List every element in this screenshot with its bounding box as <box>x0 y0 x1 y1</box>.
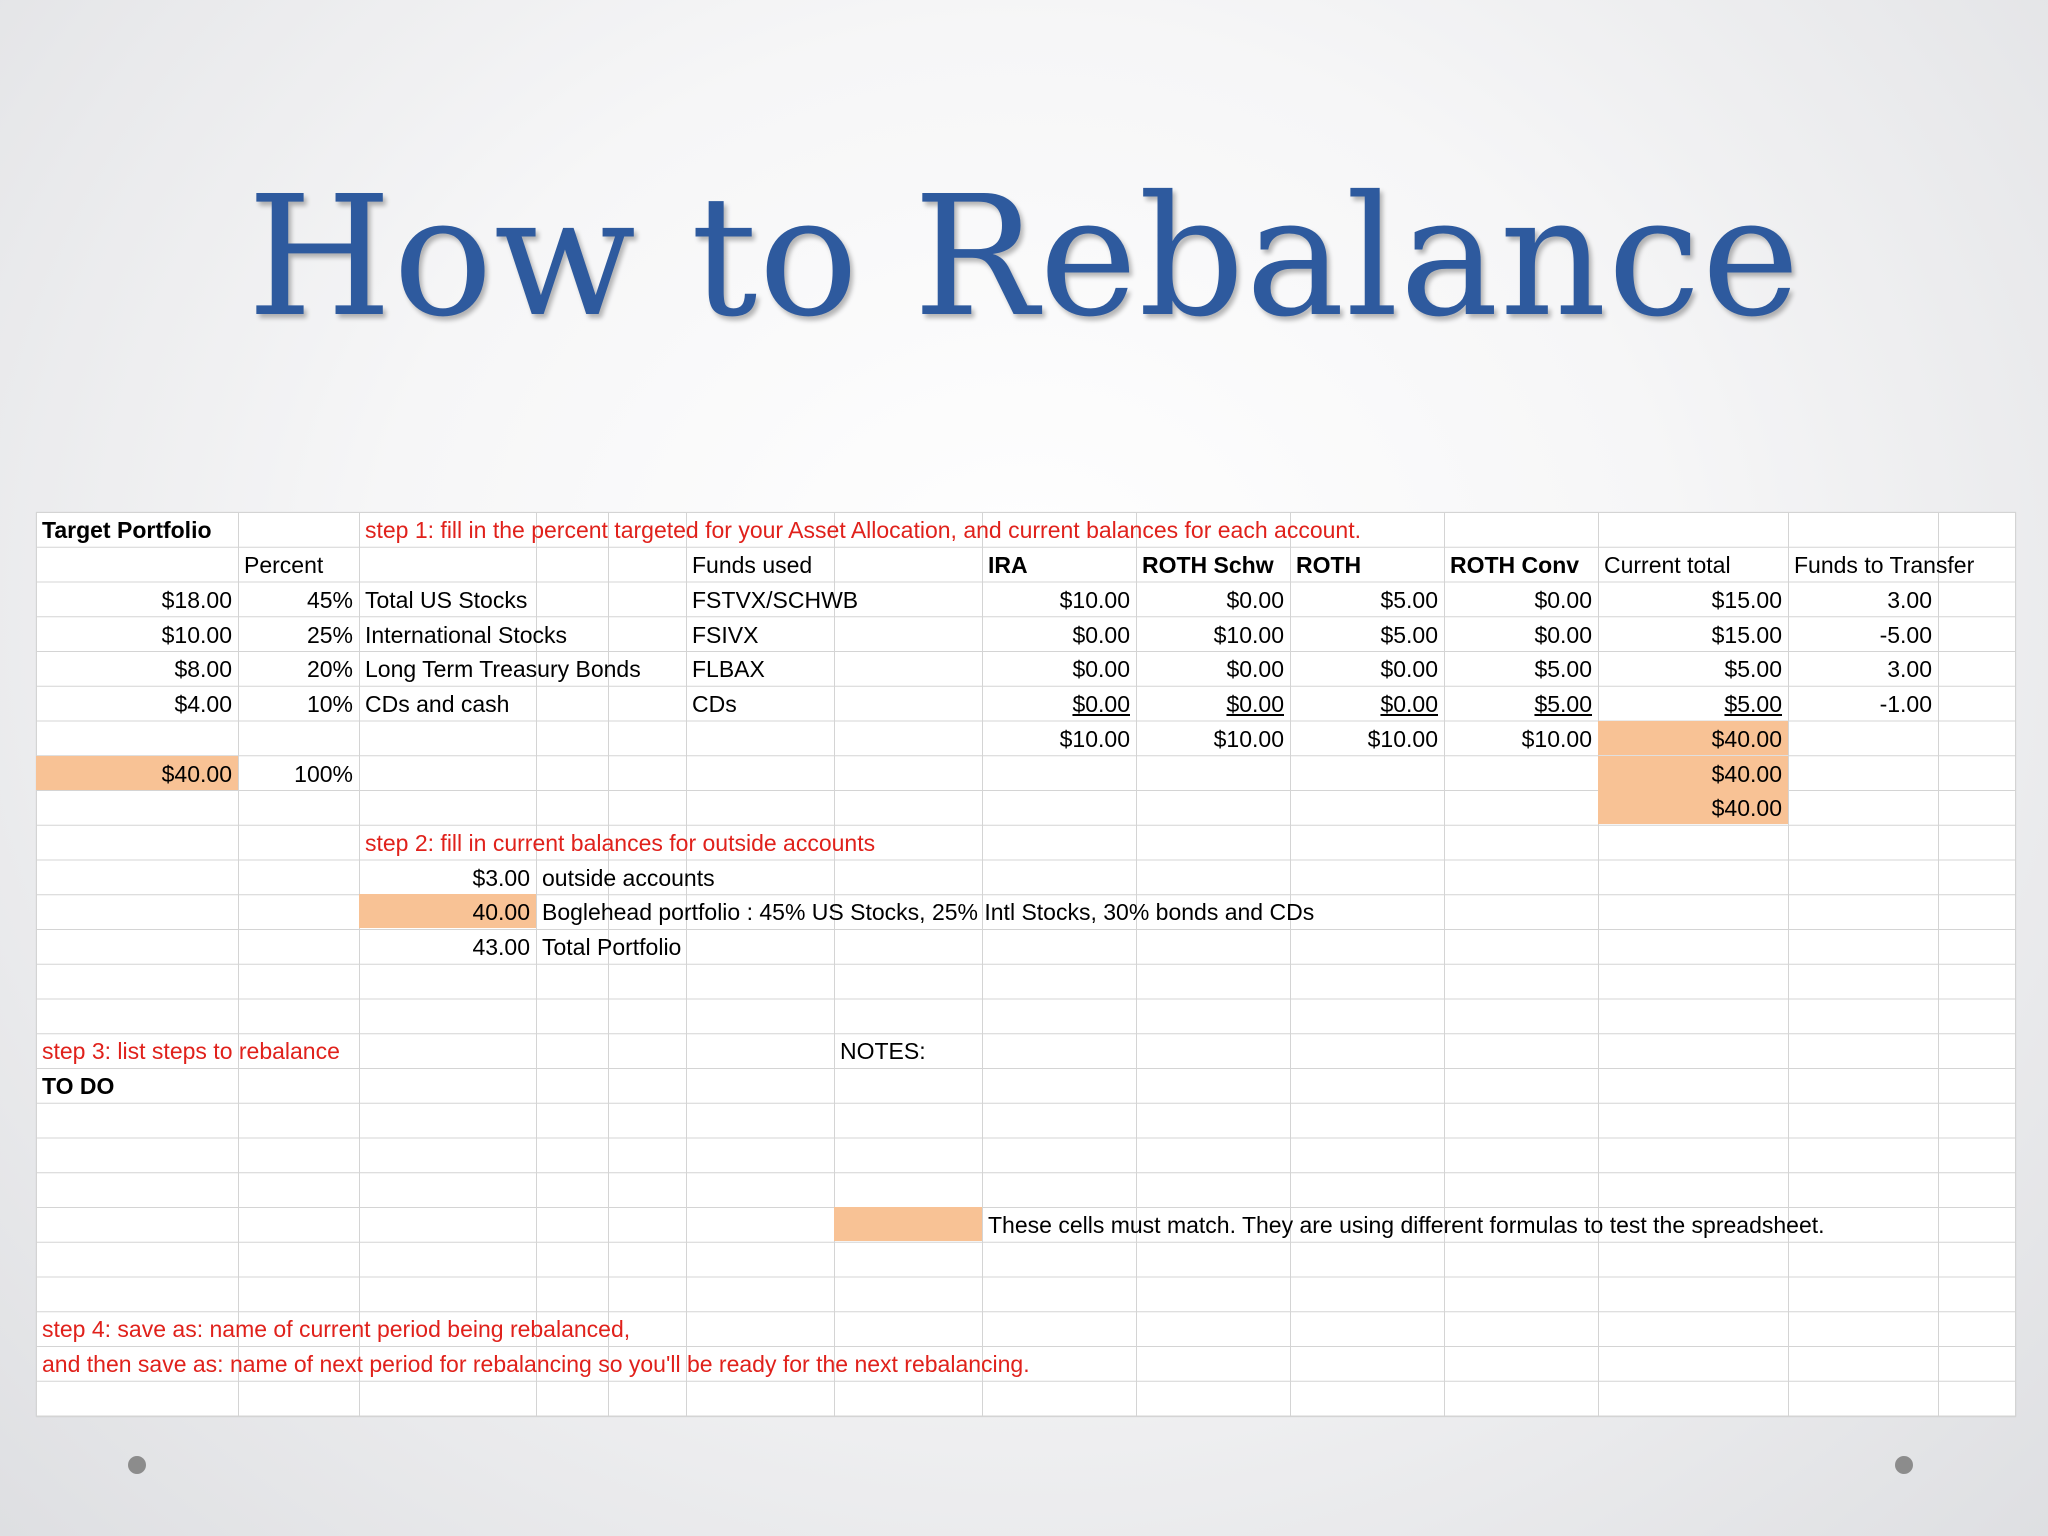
roth-schw-total: $10.00 <box>1213 726 1284 752</box>
current-total-value: $5.00 <box>1724 691 1782 717</box>
todo-label: TO DO <box>42 1073 115 1099</box>
step4-instruction-line1: step 4: save as: name of current period being rebalanced, <box>42 1316 631 1342</box>
fund-ticker: FLBAX <box>692 656 765 682</box>
ira-balance-value: $0.00 <box>1072 691 1130 717</box>
boglehead-portfolio-label: Boglehead portfolio : 45% US Stocks, 25% Intl Stocks, 30% bonds and CDs <box>542 899 1315 925</box>
target-total-cell: $40.00 <box>36 756 238 790</box>
check-total-cell: $40.00 <box>1598 790 1788 824</box>
fund-ticker: CDs <box>692 691 737 717</box>
roth-conv-balance-value: $5.00 <box>1534 691 1592 717</box>
match-note: These cells must match. They are using different formulas to test the spreadsheet. <box>988 1212 1825 1238</box>
target-amount: $10.00 <box>161 622 232 648</box>
roth-schw-balance: $10.00 <box>1213 622 1284 648</box>
roth-schw-balance: $0.00 <box>1226 656 1284 682</box>
ira-balance: $0.00 <box>1072 656 1130 682</box>
total-portfolio-label: Total Portfolio <box>542 934 682 960</box>
step4-instruction-line2: and then save as: name of next period for rebalancing so you'll be ready for the next rebalancing. <box>42 1351 1030 1377</box>
percent-total: 100% <box>294 761 353 787</box>
roth-total: $10.00 <box>1367 726 1438 752</box>
bullet-dot-icon <box>128 1456 146 1474</box>
outside-accounts-value: $3.00 <box>472 865 530 891</box>
ira-total: $10.00 <box>1059 726 1130 752</box>
target-amount: $18.00 <box>161 587 232 613</box>
roth-balance: $5.00 <box>1380 587 1438 613</box>
ira-balance <box>982 686 1136 720</box>
target-percent: 20% <box>306 656 353 682</box>
legend-swatch <box>834 1207 982 1241</box>
fund-ticker: FSIVX <box>692 622 759 648</box>
roth-conv-balance: $0.00 <box>1534 587 1592 613</box>
funds-to-transfer: -5.00 <box>1879 622 1932 648</box>
target-portfolio-label: Target Portfolio <box>42 517 212 543</box>
check-total-cell: $40.00 <box>1598 721 1788 755</box>
current-total <box>1598 686 1788 720</box>
roth-balance-value: $0.00 <box>1380 691 1438 717</box>
funds-to-transfer: -1.00 <box>1879 691 1932 717</box>
roth-conv-total: $10.00 <box>1521 726 1592 752</box>
roth-balance: $5.00 <box>1380 622 1438 648</box>
roth-balance: $0.00 <box>1380 656 1438 682</box>
check-total-cell: $40.00 <box>1598 756 1788 790</box>
boglehead-portfolio-value: 40.00 <box>359 894 536 928</box>
header-percent: Percent <box>244 552 324 578</box>
header-funds-to-transfer: Funds to Transfer <box>1794 552 1975 578</box>
notes-label: NOTES: <box>840 1038 926 1064</box>
fund-ticker: FSTVX/SCHWB <box>692 587 859 613</box>
target-amount: $4.00 <box>174 691 232 717</box>
target-percent: 45% <box>306 587 353 613</box>
bullet-dot-icon <box>1895 1456 1913 1474</box>
step3-instruction: step 3: list steps to rebalance <box>42 1038 340 1064</box>
roth-balance <box>1290 686 1444 720</box>
ira-balance: $0.00 <box>1072 622 1130 648</box>
total-portfolio-value: 43.00 <box>472 934 530 960</box>
roth-schw-balance-value: $0.00 <box>1226 691 1284 717</box>
ira-balance: $10.00 <box>1059 587 1130 613</box>
target-amount: $8.00 <box>174 656 232 682</box>
roth-conv-balance: $5.00 <box>1534 656 1592 682</box>
slide-title: How to Rebalance <box>247 161 1801 354</box>
target-percent: 10% <box>306 691 353 717</box>
target-percent: 25% <box>306 622 353 648</box>
asset-class: International Stocks <box>365 622 568 648</box>
spreadsheet <box>36 512 2016 1417</box>
gridline <box>1938 512 1939 1416</box>
step1-instruction: step 1: fill in the percent targeted for your Asset Allocation, and current balances for each account. <box>365 517 1361 543</box>
header-roth-schw: ROTH Schw <box>1142 552 1274 578</box>
roth-conv-balance: $0.00 <box>1534 622 1592 648</box>
asset-class: CDs and cash <box>365 691 510 717</box>
asset-class: Total US Stocks <box>365 587 528 613</box>
header-ira: IRA <box>988 552 1028 578</box>
header-roth-conv: ROTH Conv <box>1450 552 1580 578</box>
funds-to-transfer: 3.00 <box>1887 656 1932 682</box>
outside-accounts-label: outside accounts <box>542 865 715 891</box>
roth-conv-balance <box>1444 686 1598 720</box>
roth-schw-balance: $0.00 <box>1226 587 1284 613</box>
header-current-total: Current total <box>1604 552 1731 578</box>
header-roth: ROTH <box>1296 552 1362 578</box>
funds-to-transfer: 3.00 <box>1887 587 1932 613</box>
step2-instruction: step 2: fill in current balances for outside accounts <box>365 830 876 856</box>
asset-class: Long Term Treasury Bonds <box>365 656 641 682</box>
current-total: $5.00 <box>1724 656 1782 682</box>
current-total: $15.00 <box>1711 622 1782 648</box>
current-total: $15.00 <box>1711 587 1782 613</box>
roth-schw-balance <box>1136 686 1290 720</box>
header-funds-used: Funds used <box>692 552 813 578</box>
